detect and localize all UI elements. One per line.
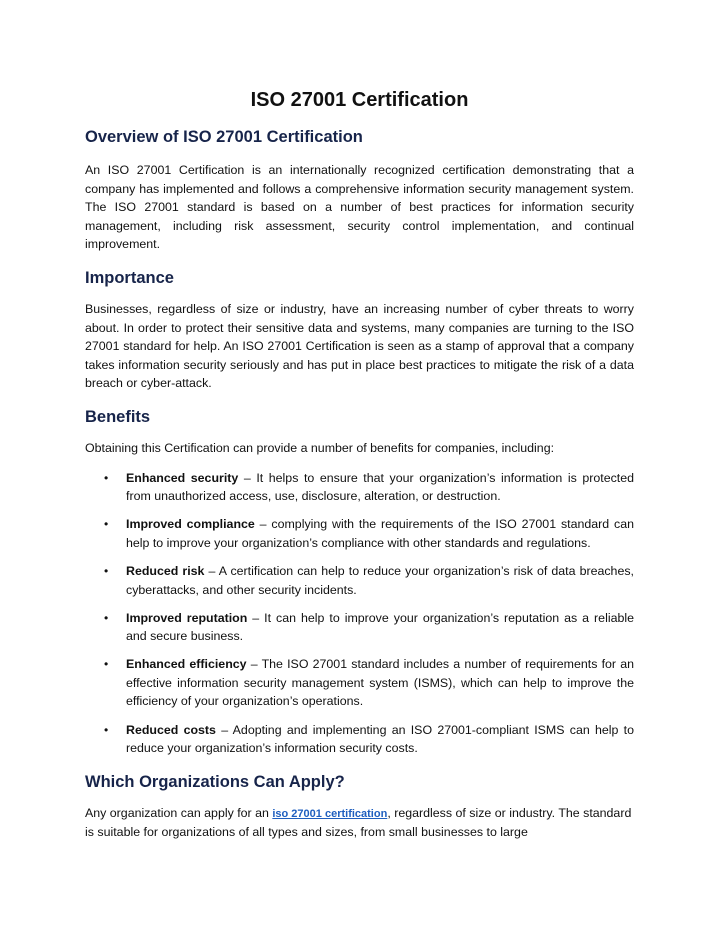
bullet-icon: • <box>104 563 109 578</box>
benefit-term: Enhanced security <box>126 470 239 485</box>
apply-heading: Which Organizations Can Apply? <box>85 772 345 791</box>
overview-heading: Overview of ISO 27001 Certification <box>85 128 363 146</box>
list-item <box>104 469 635 506</box>
apply-paragraph <box>85 804 634 842</box>
list-item <box>104 721 634 758</box>
benefits-list <box>85 469 634 758</box>
benefit-text: – Adopting and implementing an ISO 27001-compliant ISMS can help to reduce your organization’s information security costs. <box>126 722 634 756</box>
apply-text-after-link: , regardless of size or industry. The standard is suitable for organizations of all types and sizes, from small businesses to large <box>85 805 632 840</box>
list-item <box>104 655 634 711</box>
benefit-text: – complying with the requirements of the ISO 27001 standard can help to improve your organization’s compliance with other standards and regulations. <box>126 517 634 550</box>
benefit-text: – The ISO 27001 standard includes a number of requirements for an effective information security management system (ISMS), which can help to improve the efficiency of your organization’s operations. <box>126 657 634 709</box>
benefit-text: – It can help to improve your organization’s reputation as a reliable and secure business. <box>126 610 634 644</box>
bullet-icon: • <box>104 722 109 737</box>
benefits-heading: Benefits <box>85 407 151 426</box>
benefits-intro: Obtaining this Certification can provide a number of benefits for companies, including: <box>85 440 555 455</box>
bullet-icon: • <box>104 610 109 625</box>
benefit-term: Improved compliance <box>126 517 255 532</box>
iso-certification-link[interactable]: iso 27001 certification <box>272 807 388 820</box>
bullet-icon: • <box>104 517 109 532</box>
benefit-term: Reduced risk <box>126 563 205 578</box>
benefit-term: Improved reputation <box>126 610 248 625</box>
importance-paragraph: Businesses, regardless of size or industry, have an increasing number of cyber threats to worry about. In order to protect their sensitive data and systems, many companies are turning to the ISO 27001 standard for help. An ISO 27001 Certification is seen as a stamp of approval that a company takes information security seriously and has put in place best practices to mitigate the risk of a data breach or cyber-attack. <box>85 301 634 391</box>
benefit-term: Reduced costs <box>126 722 216 737</box>
document-title: ISO 27001 Certification <box>250 89 469 111</box>
list-item <box>104 609 634 646</box>
benefit-term: Enhanced efficiency <box>126 657 247 672</box>
apply-text-before-link: Any organization can apply for an <box>85 805 273 820</box>
bullet-icon: • <box>104 657 109 672</box>
list-item <box>104 515 634 552</box>
bullet-icon: • <box>104 470 109 485</box>
list-item <box>104 562 634 599</box>
benefit-text: – It helps to ensure that your organization’s information is protected from unauthorized access, use, disclosure, alteration, or destruction. <box>126 470 635 504</box>
overview-paragraph: An ISO 27001 Certification is an internationally recognized certification demonstrating that a company has implemented and follows a comprehensive information security management system. The ISO 27001 standard is based on a number of best practices for information security management, including risk assessment, security control implementation, and continual improvement. <box>85 163 634 252</box>
benefit-text: – A certification can help to reduce your organization’s risk of data breaches, cyberattacks, and other security incidents. <box>126 563 634 597</box>
importance-heading: Importance <box>85 268 174 287</box>
